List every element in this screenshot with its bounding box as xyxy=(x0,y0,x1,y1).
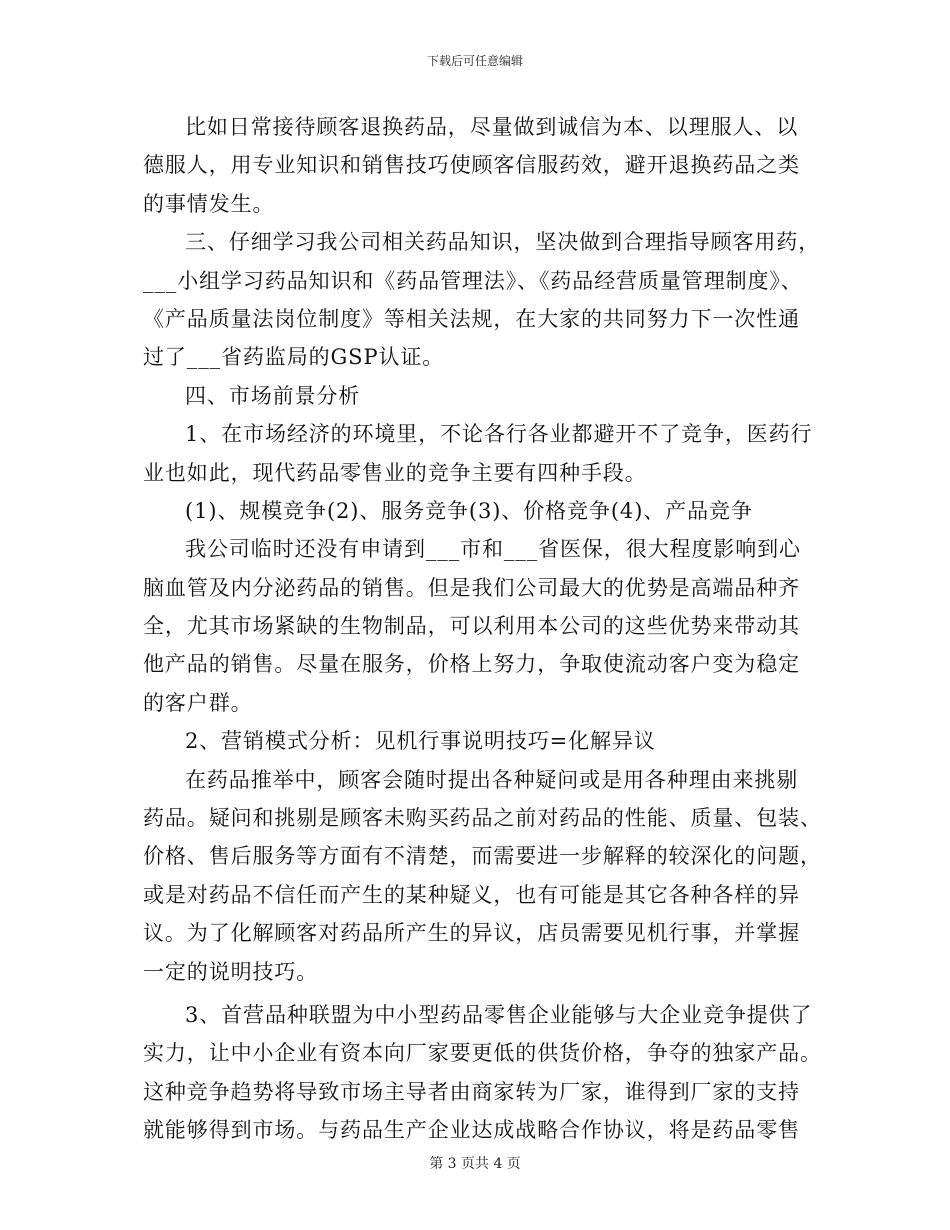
text-line: 他产品的销售。尽量在服务，价格上努力，争取使流动客户变为稳定 xyxy=(143,652,800,677)
text-line: 1、在市场经济的环境里，不论各行各业都避开不了竞争，医药行 xyxy=(185,422,813,447)
text-line: 全，尤其市场紧缺的生物制品，可以利用本公司的这些优势来带动其 xyxy=(143,614,800,639)
text-line: 脑血管及内分泌药品的销售。但是我们公司最大的优势是高端品种齐 xyxy=(143,575,800,600)
text-line: 的事情发生。 xyxy=(143,191,275,216)
text-line: 德服人，用专业知识和销售技巧使顾客信服药效，避开退换药品之类 xyxy=(143,153,800,178)
page-header: 下载后可任意编辑 xyxy=(426,54,523,68)
text-line: 在药品推举中，顾客会随时提出各种疑问或是用各种理由来挑剔 xyxy=(185,767,799,792)
text-line: 一定的说明技巧。 xyxy=(143,959,319,984)
page-footer: 第 3 页共 4 页 xyxy=(429,1156,521,1172)
document-body xyxy=(143,108,822,1150)
text-line: 业也如此，现代药品零售业的竞争主要有四种手段。 xyxy=(143,460,647,485)
text-line: 议。为了化解顾客对药品所产生的异议，店员需要见机行事，并掌握 xyxy=(143,921,800,946)
text-line: (1)、规模竞争(2)、服务竞争(3)、价格竞争(4)、产品竞争 xyxy=(185,498,753,523)
text-line: 实力，让中小企业有资本向厂家要更低的供货价格，争夺的独家产品。 xyxy=(143,1041,822,1066)
text-line: 过了___省药监局的GSP认证。 xyxy=(143,345,445,370)
text-line: 的客户群。 xyxy=(143,690,253,715)
text-line: 就能够得到市场。与药品生产企业达成战略合作协议，将是药品零售 xyxy=(143,1118,800,1143)
text-line: 价格、售后服务等方面有不清楚，而需要进一步解释的较深化的问题， xyxy=(143,844,822,869)
text-line: 或是对药品不信任而产生的某种疑义，也有可能是其它各种各样的异 xyxy=(143,882,800,907)
text-line: 这种竞争趋势将导致市场主导者由商家转为厂家，谁得到厂家的支持 xyxy=(143,1079,800,1104)
text-line: ___小组学习药品知识和《药品管理法》、《药品经营质量管理制度》、 xyxy=(143,268,803,293)
text-line: 比如日常接待顾客退换药品，尽量做到诚信为本、以理服人、以 xyxy=(185,115,799,139)
text-line: 三、仔细学习我公司相关药品知识，坚决做到合理指导顾客用药， xyxy=(185,230,821,255)
text-line: 3、首营品种联盟为中小型药品零售企业能够与大企业竞争提供了 xyxy=(185,1002,813,1027)
text-line: 药品。疑问和挑剔是顾客未购买药品之前对药品的性能、质量、包装、 xyxy=(143,806,822,831)
text-line: 2、营销模式分析：见机行事说明技巧=化解异议 xyxy=(185,729,656,754)
text-line: 我公司临时还没有申请到___市和___省医保，很大程度影响到心 xyxy=(185,537,801,562)
section-heading: 四、市场前景分析 xyxy=(185,383,361,408)
text-line: 《产品质量法岗位制度》等相关法规，在大家的共同努力下一次性通 xyxy=(143,306,800,331)
